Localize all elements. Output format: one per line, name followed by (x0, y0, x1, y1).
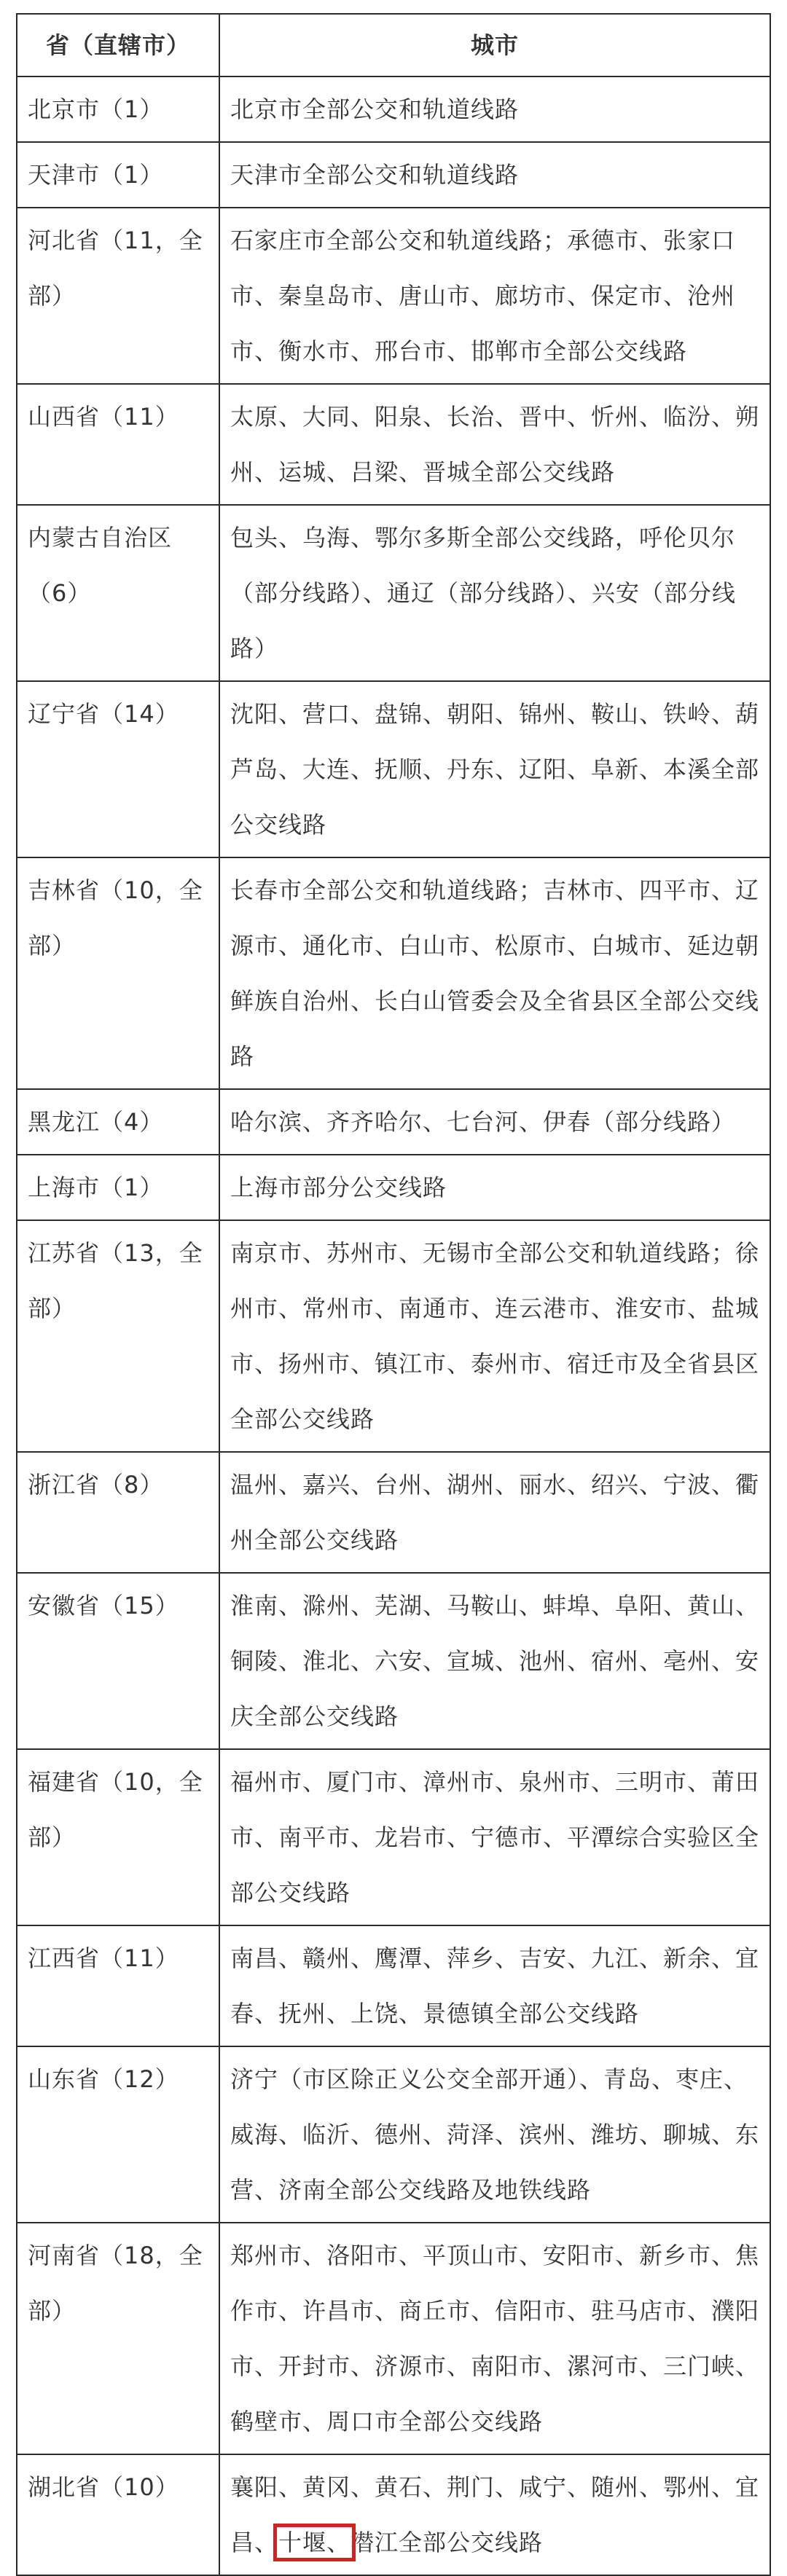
province-cell: 福建省（10，全部） (17, 1749, 219, 1925)
document-page (16, 13, 770, 2576)
table-row (17, 384, 770, 505)
bus-coverage-table (16, 13, 771, 2576)
city-text: 潜江全部公交线路 (351, 2529, 544, 2556)
province-cell: 浙江省（8） (17, 1452, 219, 1573)
city-cell: 温州、嘉兴、台州、湖州、丽水、绍兴、宁波、衢州全部公交线路 (219, 1452, 770, 1573)
province-cell: 黑龙江（4） (17, 1089, 219, 1155)
city-cell: 济宁（市区除正义公交全部开通）、青岛、枣庄、威海、临沂、德州、菏泽、滨州、潍坊、聊城、东营、济南全部公交线路及地铁线路 (219, 2046, 770, 2223)
table-row (17, 1452, 770, 1573)
province-cell: 上海市（1） (17, 1155, 219, 1220)
table-row (17, 1220, 770, 1452)
city-cell: 淮南、滁州、芜湖、马鞍山、蚌埠、阜阳、黄山、铜陵、淮北、六安、宣城、池州、宿州、亳州、安庆全部公交线路 (219, 1573, 770, 1749)
province-cell: 内蒙古自治区（6） (17, 505, 219, 681)
city-text: 襄阳、黄冈、黄石、荆门、咸宁、随州、鄂州、宜昌、 (230, 2473, 760, 2556)
city-cell: 包头、乌海、鄂尔多斯全部公交线路，呼伦贝尔（部分线路）、通辽（部分线路）、兴安（部分线路） (219, 505, 770, 681)
header-province: 省（直辖市） (17, 14, 219, 76)
province-cell: 江苏省（13，全部） (17, 1220, 219, 1452)
province-cell: 吉林省（10，全部） (17, 857, 219, 1089)
header-city: 城市 (219, 14, 770, 76)
table-row (17, 208, 770, 384)
city-cell: 郑州市、洛阳市、平顶山市、安阳市、新乡市、焦作市、许昌市、商丘市、信阳市、驻马店市、濮阳市、开封市、济源市、南阳市、漯河市、三门峡、鹤壁市、周口市全部公交线路 (219, 2223, 770, 2454)
province-cell: 山东省（12） (17, 2046, 219, 2223)
city-cell: 沈阳、营口、盘锦、朝阳、锦州、鞍山、铁岭、葫芦岛、大连、抚顺、丹东、辽阳、阜新、本溪全部公交线路 (219, 681, 770, 857)
highlighted-city: 十堰、 (278, 2529, 351, 2556)
province-cell: 北京市（1） (17, 76, 219, 142)
province-cell: 天津市（1） (17, 142, 219, 208)
city-cell (219, 2454, 770, 2575)
table-row (17, 76, 770, 142)
province-cell: 辽宁省（14） (17, 681, 219, 857)
table-row (17, 1925, 770, 2046)
table-row (17, 1155, 770, 1220)
province-cell: 安徽省（15） (17, 1573, 219, 1749)
table-row (17, 681, 770, 857)
city-cell: 福州市、厦门市、漳州市、泉州市、三明市、莆田市、南平市、龙岩市、宁德市、平潭综合实验区全部公交线路 (219, 1749, 770, 1925)
table-row (17, 1749, 770, 1925)
city-cell: 上海市部分公交线路 (219, 1155, 770, 1220)
city-cell: 石家庄市全部公交和轨道线路；承德市、张家口市、秦皇岛市、唐山市、廊坊市、保定市、沧州市、衡水市、邢台市、邯郸市全部公交线路 (219, 208, 770, 384)
city-cell: 南京市、苏州市、无锡市全部公交和轨道线路；徐州市、常州市、南通市、连云港市、淮安市、盐城市、扬州市、镇江市、泰州市、宿迁市及全省县区全部公交线路 (219, 1220, 770, 1452)
province-cell: 河北省（11，全部） (17, 208, 219, 384)
table-row (17, 1573, 770, 1749)
table-row (17, 505, 770, 681)
table-header-row (17, 14, 770, 76)
city-cell: 北京市全部公交和轨道线路 (219, 76, 770, 142)
table-row (17, 857, 770, 1089)
province-cell: 湖北省（10） (17, 2454, 219, 2575)
city-cell: 太原、大同、阳泉、长治、晋中、忻州、临汾、朔州、运城、吕梁、晋城全部公交线路 (219, 384, 770, 505)
city-cell: 长春市全部公交和轨道线路；吉林市、四平市、辽源市、通化市、白山市、松原市、白城市、延边朝鲜族自治州、长白山管委会及全省县区全部公交线路 (219, 857, 770, 1089)
city-cell: 哈尔滨、齐齐哈尔、七台河、伊春（部分线路） (219, 1089, 770, 1155)
city-cell: 天津市全部公交和轨道线路 (219, 142, 770, 208)
province-cell: 山西省（11） (17, 384, 219, 505)
table-row (17, 2223, 770, 2454)
table-row (17, 142, 770, 208)
province-cell: 江西省（11） (17, 1925, 219, 2046)
city-cell: 南昌、赣州、鹰潭、萍乡、吉安、九江、新余、宜春、抚州、上饶、景德镇全部公交线路 (219, 1925, 770, 2046)
province-cell: 河南省（18，全部） (17, 2223, 219, 2454)
table-row-hubei (17, 2454, 770, 2575)
table-row (17, 1089, 770, 1155)
table-row (17, 2046, 770, 2223)
